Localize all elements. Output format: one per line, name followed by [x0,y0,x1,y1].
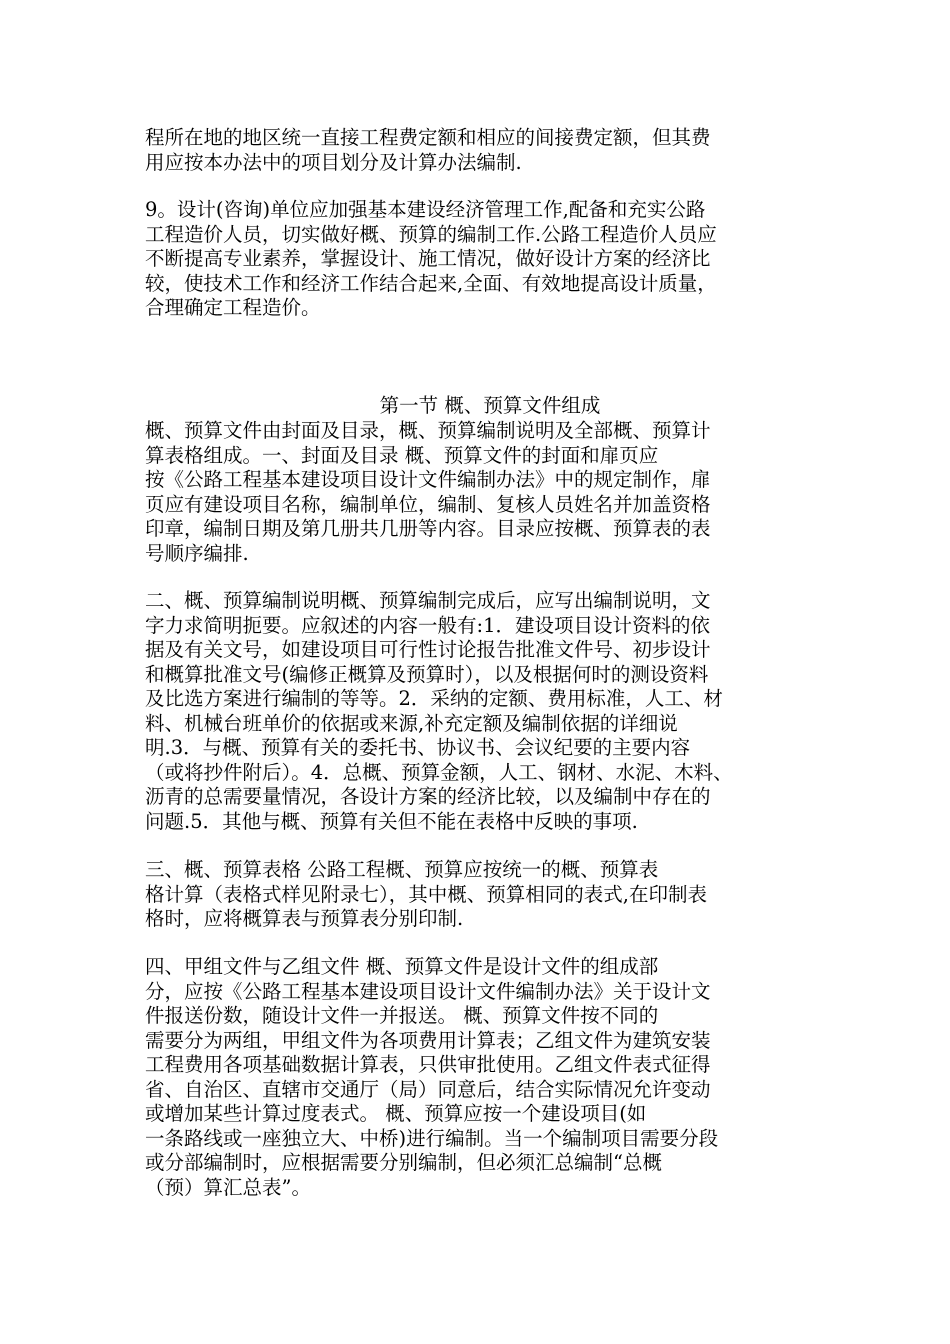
text-line: （或将抄件附后）。4．总概、预算金额，人工、钢材、水泥、木料、 [145,760,733,784]
text-line: 省、自治区、直辖市交通厅（局）同意后，结合实际情况允许变动 [145,1077,711,1101]
text-line: 二、概、预算编制说明概、预算编制完成后，应写出编制说明，文 [145,589,711,612]
text-line: 据及有关文号，如建设项目可行性讨论报告批准文件号、初步设计 [145,638,711,661]
text-line: 号顺序编排. [145,541,249,565]
text-line: 格计算（表格式样见附录七），其中概、预算相同的表式,在印制表 [145,882,707,906]
text-line: 分，应按《公路工程基本建设项目设计文件编制办法》关于设计文 [145,979,711,1003]
text-line: 不断提高专业素养，掌握设计、施工情况，做好设计方案的经济比 [145,247,711,270]
paragraph-compilation-notes [145,589,835,834]
text-line: 及比选方案进行编制的等等。2．采纳的定额、费用标准，人工、材 [145,687,723,710]
text-line: 合理确定工程造价。 [145,296,321,319]
text-line: 程所在地的地区统一直接工程费定额和相应的间接费定额，但其费 [145,126,711,149]
text-line: 格时，应将概算表与预算表分别印制. [145,907,464,930]
paragraph-cost-standards [145,126,835,175]
text-line: 较，使技术工作和经济工作结合起来,全面、有效地提高设计质量， [145,271,717,295]
text-line: 或分部编制时，应根据需要分别编制，但必须汇总编制“总概 [145,1151,662,1174]
text-line: 工程费用各项基础数据计算表，只供审批使用。乙组文件表式征得 [145,1053,711,1076]
text-line: 明.3．与概、预算有关的委托书、协议书、会议纪要的主要内容 [145,736,691,759]
text-line: 料、机械台班单价的依据或来源,补充定额及编制依据的详细说 [145,711,678,735]
text-line: 算表格组成。一、封面及目录 概、预算文件的封面和扉页应 [145,443,659,467]
text-line: 问题.5．其他与概、预算有关但不能在表格中反映的事项. [145,809,638,833]
text-line: 按《公路工程基本建设项目设计文件编制办法》中的规定制作，扉 [145,468,711,491]
text-line: 沥青的总需要量情况，各设计方案的经济比较，以及编制中存在的 [145,785,711,808]
text-line: 印章，编制日期及第几册共几册等内容。目录应按概、预算表的表 [145,517,711,540]
text-line: 用应按本办法中的项目划分及计算办法编制. [145,150,522,174]
paragraph-design-unit [145,198,835,321]
text-line: 需要分为两组，甲组文件为各项费用计算表；乙组文件为建筑安装 [145,1028,711,1052]
text-line: 和概算批准文号(编修正概算及预算时），以及根据何时的测设资料 [145,662,709,686]
text-line: 概、预算文件由封面及目录，概、预算编制说明及全部概、预算计 [145,419,711,442]
text-line: 或增加某些计算过度表式。 概、预算应按一个建设项目(如 [145,1102,647,1125]
paragraph-file-composition [145,419,835,566]
text-line: 一条路线或一座独立大、中桥)进行编制。当一个编制项目需要分段 [145,1126,719,1150]
paragraph-file-groups [145,955,835,1200]
text-line: 页应有建设项目名称，编制单位，编制、复核人员姓名并加盖资格 [145,492,711,516]
text-line: 工程造价人员，切实做好概、预算的编制工作.公路工程造价人员应 [145,222,717,246]
text-line: 字力求简明扼要。应叙述的内容一般有:1．建设项目设计资料的依 [145,613,710,637]
text-line: 四、甲组文件与乙组文件 概、预算文件是设计文件的组成部 [145,955,659,978]
paragraph-budget-tables [145,858,835,932]
text-line: （预）算汇总表”。 [145,1175,311,1199]
text-line: 9。设计(咨询)单位应加强基本建设经济管理工作,配备和充实公路 [145,198,706,221]
text-line: 三、概、预算表格 公路工程概、预算应按统一的概、预算表 [145,858,659,881]
text-line: 件报送份数，随设计文件一并报送。 概、预算文件按不同的 [145,1004,659,1027]
section-title: 第一节 概、预算文件组成 [379,394,601,417]
